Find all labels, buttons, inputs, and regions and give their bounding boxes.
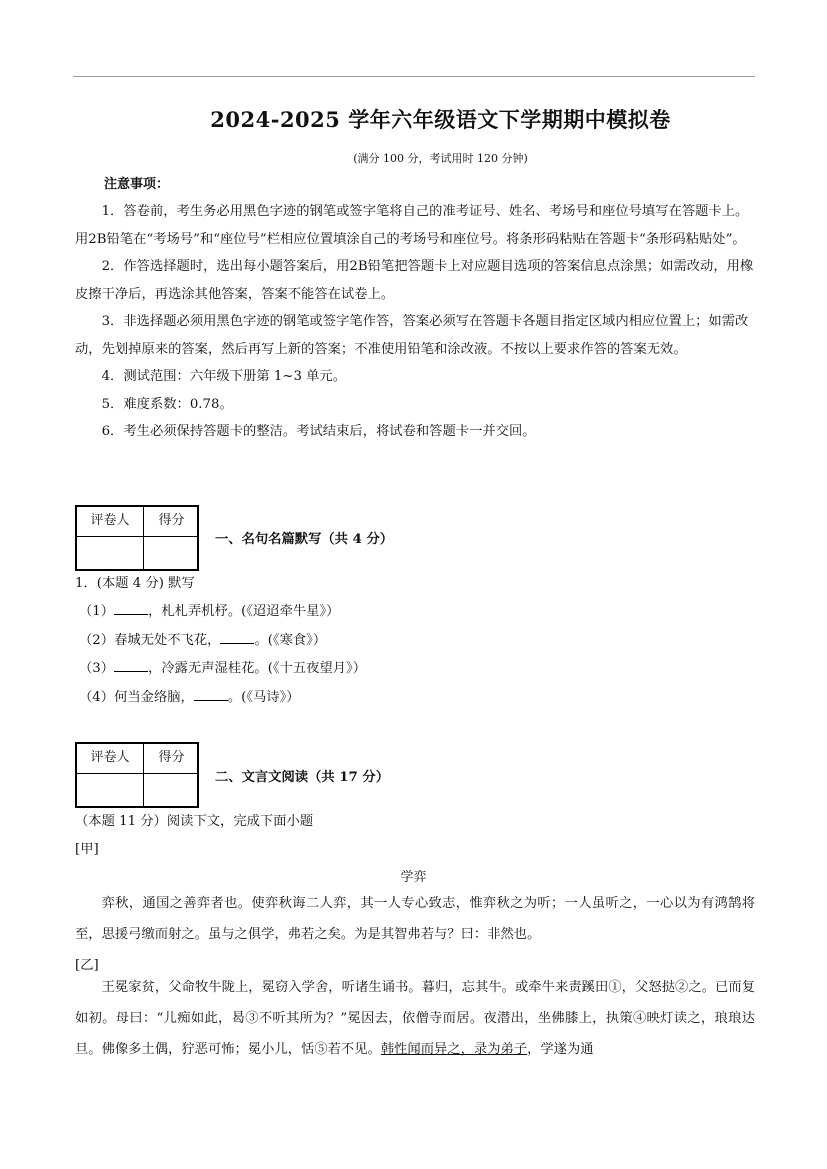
question-2-stem: （本题 11 分）阅读下文，完成下面小题 [75, 814, 314, 829]
note-item: 6．考生必须保持答题卡的整洁。考试结束后，将试卷和答题卡一并交回。 [101, 424, 536, 439]
score-field[interactable] [144, 774, 199, 806]
fill-item-2: （2）春城无处不飞花， 。(《寒食》） [79, 633, 327, 648]
passage-b: 王冕家贫，父命牧牛陇上，冕窃入学舍，听诸生诵书。暮归，忘其牛。或牵牛来责蹊田①，父怒挞②之。已而复如初。母曰：“儿痴如此，曷③不听其所为？”冕因去，依僧寺而居。夜潜出，坐佛膝上，执策④映灯读之，琅琅达旦。佛像多土偶，狞恶可怖；冕小儿，恬⑤若不见。韩性闻而异之，录为弟子，学遂为通 [75, 980, 755, 1057]
passage-a: 弈秋，通国之善弈者也。使弈秋诲二人弈，其一人专心致志，惟弈秋之为听；一人虽听之，一心以为有鸿鹄将至，思援弓缴而射之。虽与之俱学，弗若之矣。为是其智弗若与？曰：非然也。 [75, 896, 755, 942]
score-field[interactable] [144, 537, 199, 569]
fill-item-4: （4）何当金络脑， 。(《马诗》） [79, 690, 300, 705]
page-subtitle: (满分 100 分，考试用时 120 分钟) [353, 152, 528, 165]
score-box-1 [75, 505, 199, 571]
grader-field[interactable] [77, 774, 144, 806]
notes-list [75, 198, 755, 446]
section-2-title: 二、文言文阅读（共 17 分） [215, 770, 390, 785]
notes-heading: 注意事项： [104, 177, 170, 192]
passage-b-label: [乙] [75, 958, 99, 973]
grader-label: 评卷人 [77, 744, 144, 774]
header-rule [73, 76, 755, 77]
passage-a-label: [甲] [75, 842, 99, 857]
score-label: 得分 [144, 507, 199, 537]
page-title: 2024-2025 学年六年级语文下学期期中模拟卷 [210, 107, 671, 132]
fill-item-1: （1） ，札札弄机杼。(《迢迢牵牛星》） [79, 604, 340, 619]
passage-title: 学弈 [400, 870, 427, 885]
score-box-2 [75, 742, 199, 808]
score-label: 得分 [144, 744, 199, 774]
section-1-title: 一、名句名篇默写（共 4 分） [215, 532, 394, 547]
answer-blank[interactable] [114, 659, 148, 672]
fill-item-3: （3） ，冷露无声湿桂花。(《十五夜望月》） [79, 661, 366, 676]
note-item: 4．测试范围：六年级下册第 1~3 单元。 [101, 369, 347, 384]
note-item: 3．非选择题必须用黑色字迹的钢笔或签字笔作答，答案必须写在答题卡各题目指定区域内相应位置上；如需改动，先划掉原来的答案，然后再写上新的答案；不准使用铅笔和涂改液。不按以上要求作答的答案无效。 [75, 314, 749, 357]
grader-field[interactable] [77, 537, 144, 569]
underlined-sentence: 韩性闻而异之，录为弟子 [380, 1042, 528, 1057]
note-item: 5．难度系数：0.78。 [101, 396, 233, 412]
answer-blank[interactable] [114, 602, 148, 615]
note-item: 2．作答选择题时，选出每小题答案后，用2B铅笔把答题卡上对应题目选项的答案信息点涂黑；如需改动，用橡皮擦干净后，再选涂其他答案，答案不能答在试卷上。 [75, 259, 754, 302]
question-1-stem: 1．(本题 4 分) 默写 [75, 576, 195, 591]
answer-blank[interactable] [220, 631, 254, 644]
answer-blank[interactable] [194, 688, 228, 701]
note-item: 1．答卷前，考生务必用黑色字迹的钢笔或签字笔将自己的准考证号、姓名、考场号和座位号填写在答题卡上。用2B铅笔在“考场号”和“座位号”栏相应位置填涂自己的考场号和座位号。将条形码粘贴在答题卡“条形码粘贴处”。 [75, 204, 749, 247]
grader-label: 评卷人 [77, 507, 144, 537]
